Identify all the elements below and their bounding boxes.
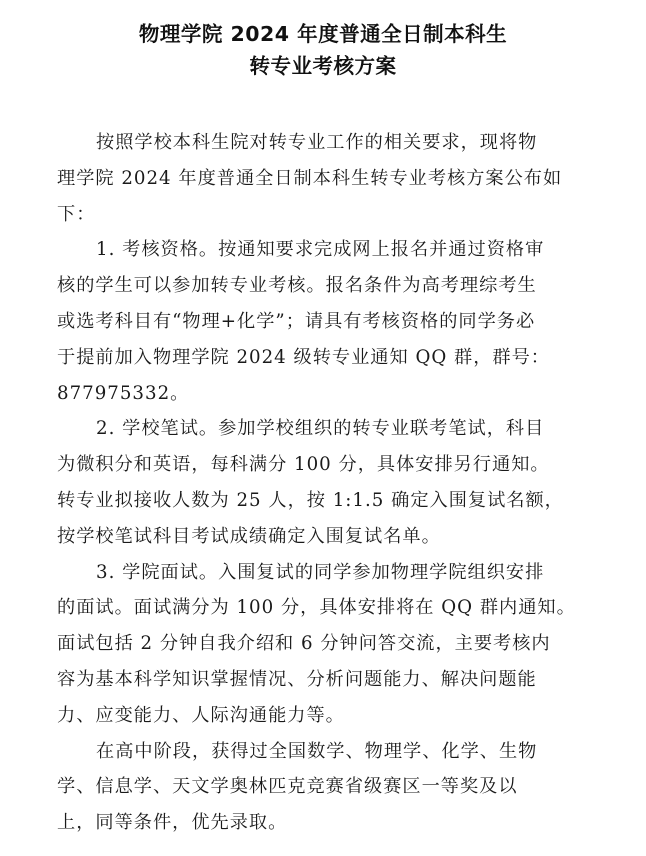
- body-line: 1. 考核资格。按通知要求完成网上报名并通过资格审: [96, 239, 545, 261]
- body-line: 上，同等条件，优先录取。: [57, 812, 288, 834]
- body-line: 学、信息学、天文学奥林匹克竞赛省级赛区一等奖及以: [57, 776, 518, 798]
- body-line: 理学院 2024 年度普通全日制本科生转专业考核方案公布如: [57, 167, 563, 189]
- body-line: 于提前加入物理学院 2024 级转专业通知 QQ 群，群号：: [57, 346, 550, 368]
- body-line: 877975332。: [57, 382, 190, 404]
- title-line-1: 物理学院 2024 年度普通全日制本科生: [138, 22, 508, 46]
- body-line: 容为基本科学知识掌握情况、分析问题能力、解决问题能: [57, 668, 537, 690]
- body-line: 3. 学院面试。入围复试的同学参加物理学院组织安排: [96, 561, 545, 583]
- body-line: 核的学生可以参加转专业考核。报名条件为高考理综考生: [57, 275, 537, 297]
- body-line: 面试包括 2 分钟自我介绍和 6 分钟问答交流，主要考核内: [57, 633, 551, 655]
- body-line: 按照学校本科生院对转专业工作的相关要求，现将物: [96, 132, 538, 153]
- body-line: 按学校笔试科目考试成绩确定入围复试名单。: [57, 525, 441, 547]
- body-line: 的面试。面试满分为 100 分，具体安排将在 QQ 群内通知。: [57, 597, 576, 619]
- body-line: 下：: [57, 203, 96, 225]
- body-line: 2. 学校笔试。参加学校组织的转专业联考笔试，科目: [96, 418, 545, 440]
- document-body: [57, 125, 585, 841]
- body-line: 在高中阶段，获得过全国数学、物理学、化学、生物: [96, 740, 538, 762]
- document-title: [0, 18, 646, 82]
- body-line: 力、应变能力、人际沟通能力等。: [57, 704, 345, 726]
- title-line-2: 转专业考核方案: [249, 54, 397, 78]
- body-line: 为微积分和英语，每科满分 100 分，具体安排另行通知。: [57, 454, 550, 476]
- body-line: 或选考科目有“物理+化学”；请具有考核资格的同学务必: [57, 310, 536, 332]
- body-line: 转专业拟接收人数为 25 人，按 1:1.5 确定入围复试名额，: [57, 489, 564, 511]
